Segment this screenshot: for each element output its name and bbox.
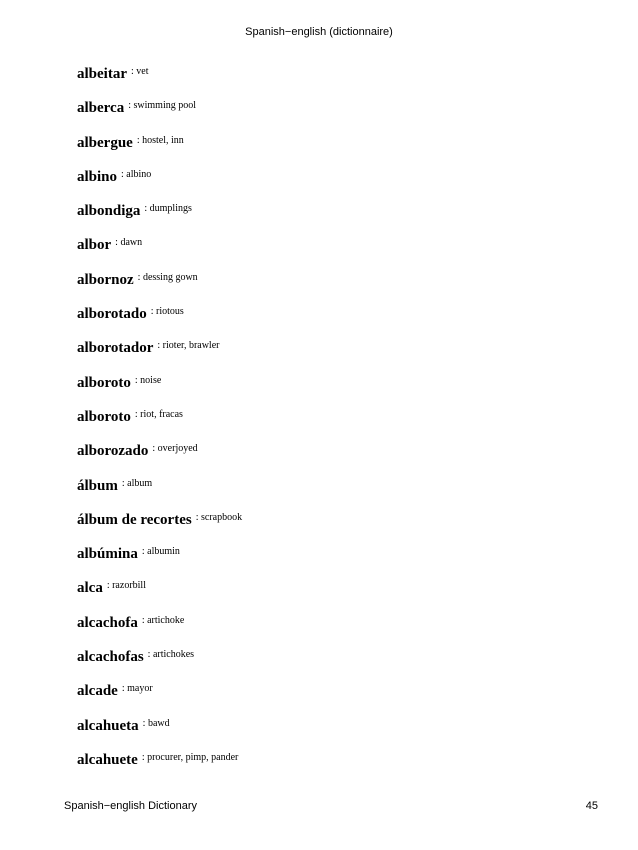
entry-term: alborotado <box>77 306 147 323</box>
entry-term: alca <box>77 580 103 597</box>
entry-definition: : razorbill <box>106 580 146 592</box>
dictionary-entries <box>77 64 597 784</box>
entry-definition: : artichokes <box>147 649 195 661</box>
entry-term: albino <box>77 168 118 185</box>
entry-definition: : noise <box>134 374 162 386</box>
dictionary-entry <box>77 681 597 715</box>
entry-term: alberca <box>77 100 125 117</box>
entry-definition: : albino <box>121 168 152 180</box>
entry-term: albornoz <box>77 271 134 288</box>
entry-term: alcachofas <box>77 649 144 666</box>
entry-definition: : rioter, brawler <box>157 340 220 352</box>
dictionary-entry <box>77 476 597 510</box>
dictionary-entry <box>77 201 597 235</box>
entry-definition: : hostel, inn <box>136 134 184 146</box>
dictionary-entry <box>77 235 597 269</box>
entry-definition: : overjoyed <box>152 443 198 455</box>
entry-term: albeitar <box>77 66 127 82</box>
entry-definition: : riotous <box>150 306 184 318</box>
entry-term: alborozado <box>77 443 149 460</box>
entry-definition: : artichoke <box>141 614 185 626</box>
entry-definition: : albumin <box>141 546 180 558</box>
entry-term: albondiga <box>77 203 141 220</box>
footer-title: Spanish−english Dictionary <box>64 800 197 812</box>
entry-term: alcahuete <box>77 751 138 768</box>
dictionary-entry <box>77 304 597 338</box>
dictionary-entry <box>77 270 597 304</box>
entry-definition: : album <box>121 477 153 489</box>
entry-term: albúmina <box>77 546 138 563</box>
entry-term: alboroto <box>77 374 131 391</box>
dictionary-entry <box>77 407 597 441</box>
entry-term: albor <box>77 237 112 254</box>
entry-definition: : procurer, pimp, pander <box>141 751 239 763</box>
entry-term: alboroto <box>77 408 131 425</box>
entry-definition: : dawn <box>115 237 143 249</box>
page-header: Spanish−english (dictionnaire) <box>245 26 393 38</box>
entry-definition: : mayor <box>121 683 153 695</box>
dictionary-entry <box>77 98 597 132</box>
entry-definition: : riot, fracas <box>134 408 183 420</box>
entry-term: álbum de recortes <box>77 511 192 528</box>
dictionary-entry <box>77 578 597 612</box>
dictionary-entry <box>77 133 597 167</box>
dictionary-entry <box>77 167 597 201</box>
entry-term: alcahueta <box>77 717 139 734</box>
dictionary-entry <box>77 373 597 407</box>
entry-definition: : swimming pool <box>128 100 197 112</box>
entry-term: alcachofa <box>77 614 138 631</box>
dictionary-entry <box>77 613 597 647</box>
dictionary-entry <box>77 510 597 544</box>
entry-definition: : bawd <box>142 717 170 729</box>
entry-term: álbum <box>77 477 118 494</box>
entry-definition: : scrapbook <box>195 511 243 523</box>
entry-definition: : dessing gown <box>137 271 198 283</box>
dictionary-entry <box>77 750 597 784</box>
page-number: 45 <box>585 800 598 812</box>
dictionary-entry <box>77 338 597 372</box>
entry-term: albergue <box>77 134 133 151</box>
dictionary-entry <box>77 544 597 578</box>
entry-term: alcade <box>77 683 118 700</box>
dictionary-entry <box>77 647 597 681</box>
entry-term: alborotador <box>77 340 154 357</box>
entry-definition: : vet <box>131 66 149 77</box>
dictionary-entry <box>77 716 597 750</box>
entry-definition: : dumplings <box>144 203 192 215</box>
dictionary-entry <box>77 64 597 98</box>
dictionary-entry <box>77 441 597 475</box>
